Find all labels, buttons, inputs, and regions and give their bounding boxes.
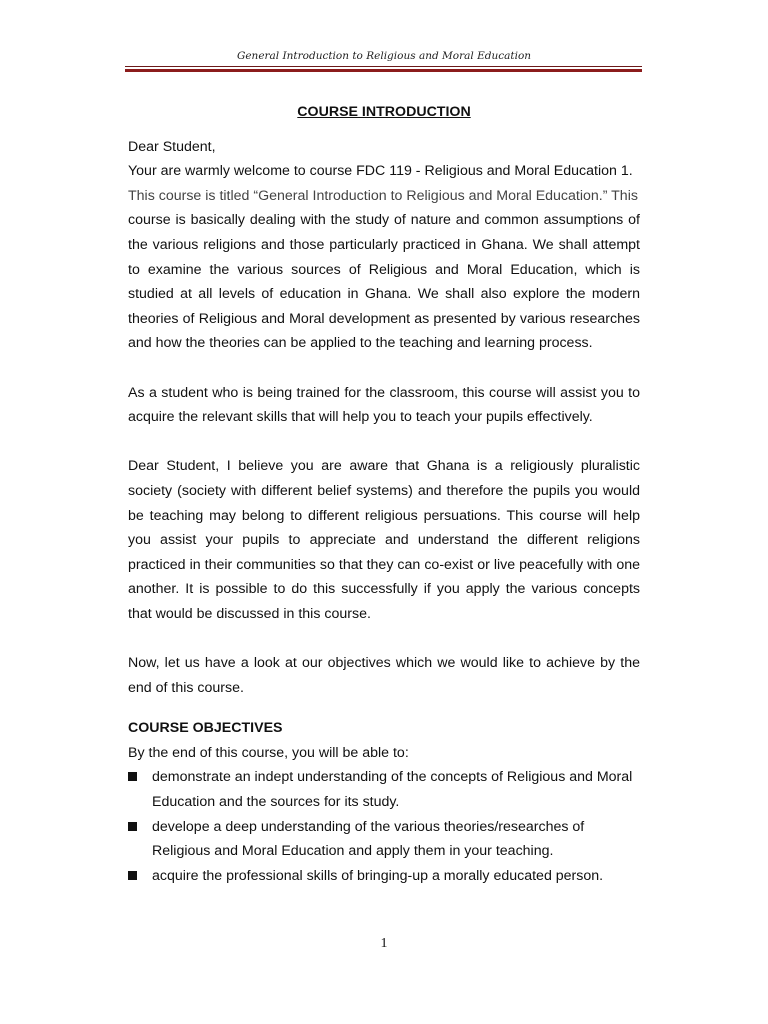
paragraph-spacer <box>128 626 640 651</box>
objective-text: demonstrate an indept understanding of the concepts of Religious and Moral Education and the sources for its study. <box>152 769 633 811</box>
paragraph-objectives-lead: Now, let us have a look at our objectives which we would like to achieve by the end of this course. <box>128 655 640 696</box>
objectives-heading: COURSE OBJECTIVES <box>128 720 283 737</box>
square-bullet-icon <box>128 871 137 880</box>
running-header: General Introduction to Religious and Moral Education <box>236 50 532 62</box>
document-body <box>128 100 640 888</box>
page-title: COURSE INTRODUCTION <box>297 104 471 120</box>
intro-line-1: Your are warmly welcome to course FDC 119 - Religious and Moral Education 1. <box>128 163 633 180</box>
objective-text: develope a deep understanding of the various theories/researches of Religious and Moral Education and apply them in your teaching. <box>152 818 585 860</box>
header-rule-thick <box>125 69 642 72</box>
objectives-intro: By the end of this course, you will be able to: <box>128 744 409 761</box>
intro-line-2: This course is titled “General Introduction to Religious and Moral Education.” This <box>128 187 638 204</box>
salutation: Dear Student, <box>128 138 216 155</box>
list-item <box>128 864 640 889</box>
page-number: 1 <box>380 936 388 951</box>
header-rule <box>125 66 642 67</box>
objectives-list <box>128 765 640 888</box>
paragraph-pluralistic: Dear Student, I believe you are aware that Ghana is a religiously pluralistic society (society with different belief systems) and therefore the pupils you would be teaching may belong to different religious persuations. This course will help you assist your pupils to appreciate and understand the different religions practiced in their communities so that they can co-exist or live peacefully with one another. It is possible to do this successfully if you apply the various concepts that would be discussed in this course. <box>128 458 640 622</box>
paragraph-spacer <box>128 700 640 716</box>
list-item <box>128 815 640 864</box>
square-bullet-icon <box>128 772 137 781</box>
paragraph-classroom: As a student who is being trained for the classroom, this course will assist you to acquire the relevant skills that will help you to teach your pupils effectively. <box>128 384 640 426</box>
paragraph-spacer <box>128 356 640 381</box>
objective-text: acquire the professional skills of bringing-up a morally educated person. <box>152 867 604 884</box>
list-item <box>128 765 640 814</box>
paragraph-spacer <box>128 430 640 455</box>
square-bullet-icon <box>128 822 137 831</box>
intro-paragraph: course is basically dealing with the study of nature and common assumptions of the various religions and those particularly practiced in Ghana. We shall attempt to examine the various sources of Religious and Moral Education, which is studied at all levels of education in Ghana. We shall also explore the modern theories of Religious and Moral development as presented by various researches and how the theories can be applied to the teaching and learning process. <box>128 212 640 352</box>
